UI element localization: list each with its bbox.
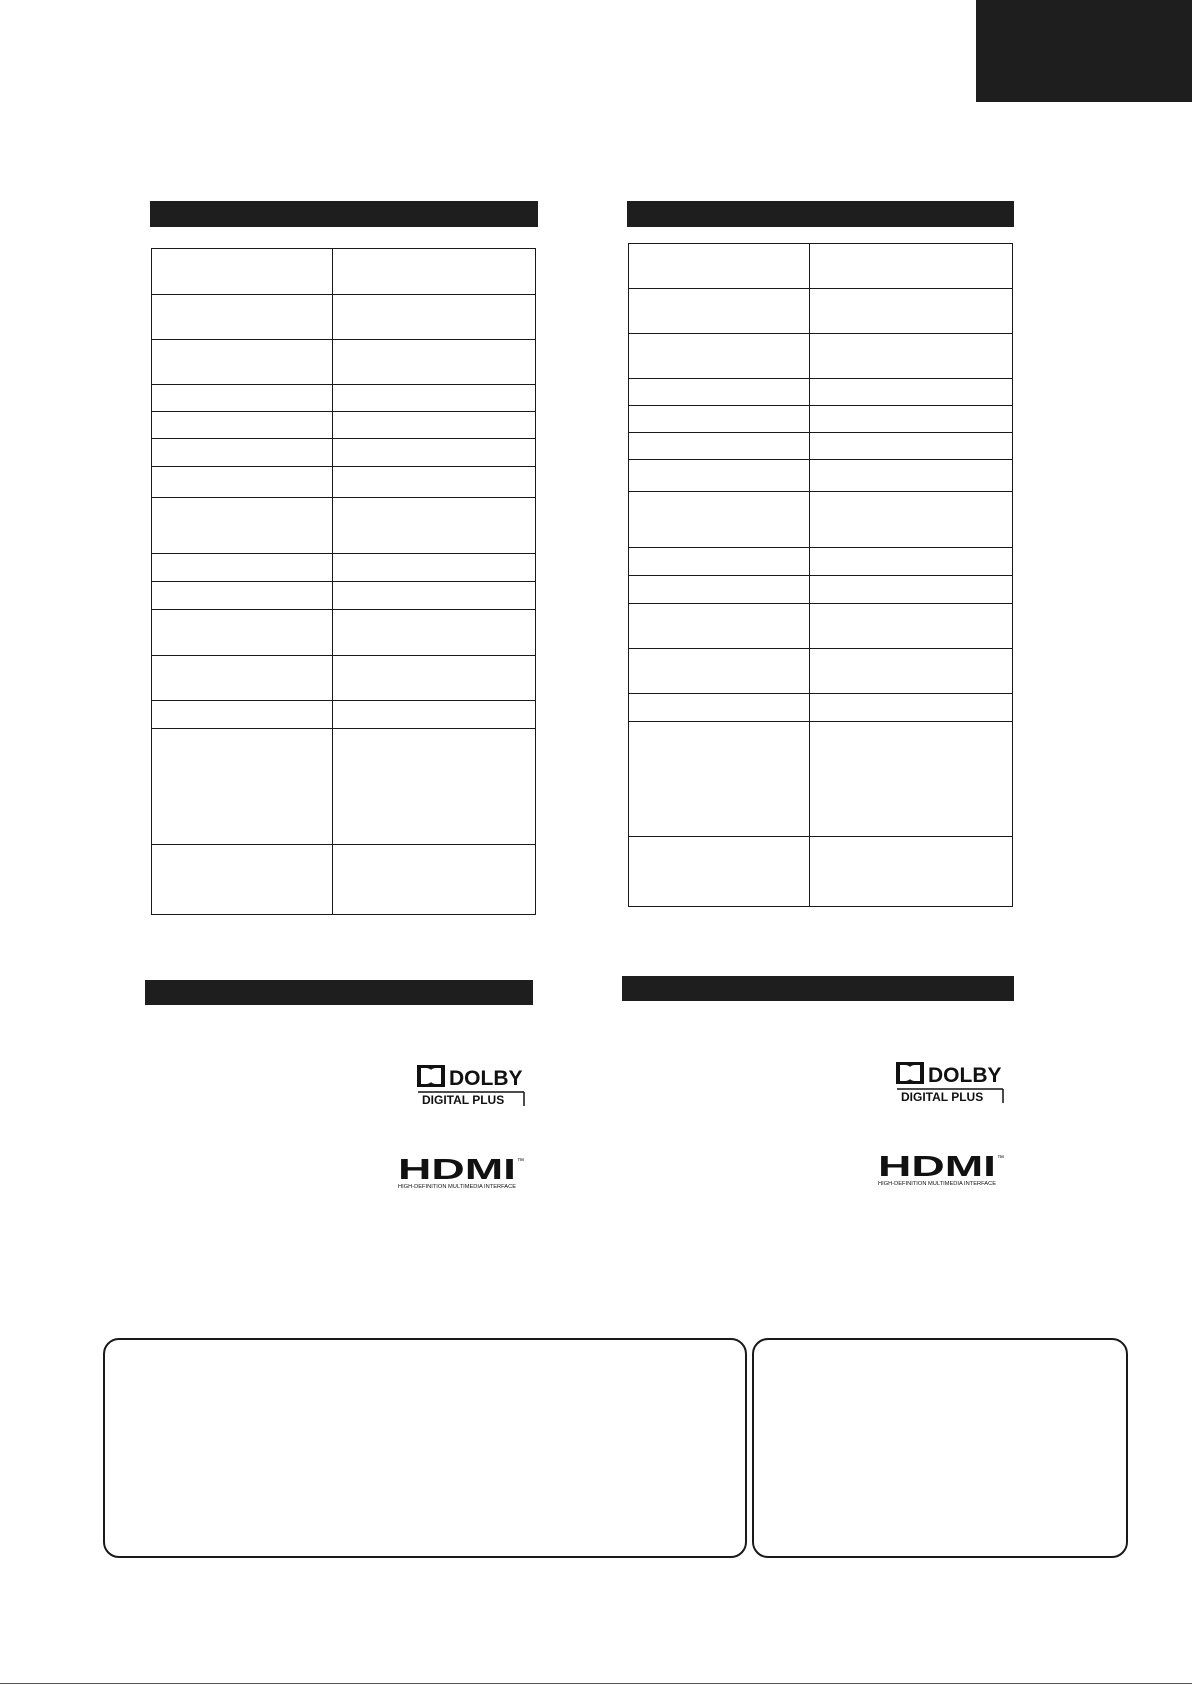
spec-table-row: [629, 460, 1013, 492]
spec-table-row: [152, 610, 536, 656]
spec-table-row: [152, 295, 536, 340]
spec-value-cell: [810, 722, 1013, 837]
spec-value-cell: [333, 498, 536, 554]
spec-label-cell: [629, 722, 810, 837]
spec-value-cell: [810, 548, 1013, 576]
spec-table-row: [152, 340, 536, 385]
spec-table-row: [629, 722, 1013, 837]
hdmi-trademark-symbol: ™: [997, 1155, 1004, 1162]
left-hdmi-logo: [397, 1155, 529, 1191]
spec-label-cell: [629, 379, 810, 406]
spec-value-cell: [333, 554, 536, 582]
spec-label-cell: [629, 604, 810, 649]
spec-table-row: [629, 548, 1013, 576]
spec-value-cell: [810, 433, 1013, 460]
spec-label-cell: [152, 729, 333, 845]
dolby-wordmark: DOLBY: [449, 1067, 523, 1090]
spec-label-cell: [629, 649, 810, 694]
left-spec-table: [151, 248, 536, 915]
spec-value-cell: [333, 656, 536, 701]
spec-label-cell: [152, 340, 333, 385]
spec-value-cell: [810, 837, 1013, 907]
spec-value-cell: [810, 492, 1013, 548]
spec-label-cell: [152, 467, 333, 498]
right-trademark-header-bar: [622, 976, 1014, 1001]
bottom-right-note-box: [752, 1338, 1128, 1558]
spec-table-row: [152, 582, 536, 610]
spec-value-cell: [810, 694, 1013, 722]
spec-table-row: [152, 729, 536, 845]
spec-label-cell: [152, 439, 333, 467]
right-spec-table: [628, 243, 1013, 907]
dolby-digital-plus-text: DIGITAL PLUS: [422, 1093, 505, 1107]
right-spec-header-bar: [627, 201, 1014, 227]
spec-label-cell: [629, 492, 810, 548]
spec-label-cell: [152, 412, 333, 439]
spec-label-cell: [629, 837, 810, 907]
spec-table-row: [152, 656, 536, 701]
spec-value-cell: [333, 385, 536, 412]
spec-value-cell: [810, 244, 1013, 289]
left-spec-table-body: [152, 249, 536, 915]
spec-value-cell: [333, 582, 536, 610]
left-spec-header-bar: [150, 201, 538, 227]
spec-value-cell: [333, 249, 536, 295]
spec-table-row: [152, 701, 536, 729]
spec-label-cell: [629, 694, 810, 722]
spec-table-row: [152, 412, 536, 439]
spec-value-cell: [810, 406, 1013, 433]
spec-table-row: [152, 467, 536, 498]
spec-label-cell: [629, 244, 810, 289]
spec-label-cell: [152, 385, 333, 412]
spec-value-cell: [333, 467, 536, 498]
spec-label-cell: [152, 498, 333, 554]
spec-label-cell: [152, 295, 333, 340]
spec-label-cell: [152, 656, 333, 701]
spec-value-cell: [810, 604, 1013, 649]
spec-label-cell: [152, 582, 333, 610]
spec-label-cell: [152, 554, 333, 582]
spec-table-row: [629, 492, 1013, 548]
spec-value-cell: [810, 379, 1013, 406]
page-bottom-rule: [0, 1683, 1192, 1684]
right-spec-table-body: [629, 244, 1013, 907]
spec-value-cell: [333, 340, 536, 385]
page-corner-tab: [976, 0, 1192, 102]
spec-value-cell: [810, 460, 1013, 492]
spec-value-cell: [333, 701, 536, 729]
spec-value-cell: [810, 334, 1013, 379]
spec-value-cell: [333, 412, 536, 439]
spec-label-cell: [152, 845, 333, 915]
spec-value-cell: [810, 649, 1013, 694]
spec-label-cell: [152, 249, 333, 295]
left-trademark-header-bar: [145, 980, 533, 1005]
spec-table-row: [629, 289, 1013, 334]
spec-table-row: [152, 439, 536, 467]
spec-value-cell: [333, 295, 536, 340]
spec-table-row: [629, 837, 1013, 907]
spec-value-cell: [810, 576, 1013, 604]
spec-table-row: [629, 694, 1013, 722]
spec-table-row: [629, 649, 1013, 694]
bottom-left-note-box: [103, 1338, 747, 1558]
dolby-digital-plus-text: DIGITAL PLUS: [901, 1090, 984, 1104]
dolby-wordmark: DOLBY: [928, 1064, 1002, 1087]
spec-table-row: [629, 334, 1013, 379]
spec-table-row: [152, 845, 536, 915]
spec-table-row: [629, 576, 1013, 604]
spec-label-cell: [629, 548, 810, 576]
hdmi-wordmark: HDMI: [878, 1152, 996, 1183]
right-dolby-logo: [895, 1060, 1007, 1104]
spec-label-cell: [152, 701, 333, 729]
hdmi-trademark-symbol: ™: [517, 1158, 524, 1165]
spec-label-cell: [629, 576, 810, 604]
spec-value-cell: [333, 729, 536, 845]
spec-table-row: [152, 554, 536, 582]
spec-table-row: [629, 244, 1013, 289]
spec-label-cell: [629, 334, 810, 379]
spec-label-cell: [629, 289, 810, 334]
spec-table-row: [152, 498, 536, 554]
spec-label-cell: [629, 460, 810, 492]
spec-value-cell: [333, 439, 536, 467]
spec-table-row: [152, 249, 536, 295]
spec-value-cell: [810, 289, 1013, 334]
spec-table-row: [629, 433, 1013, 460]
hdmi-wordmark: HDMI: [398, 1155, 516, 1186]
right-hdmi-logo: [877, 1152, 1009, 1188]
spec-label-cell: [629, 433, 810, 460]
left-dolby-logo: [416, 1063, 528, 1107]
hdmi-tagline: HIGH-DEFINITION MULTIMEDIA INTERFACE: [398, 1184, 517, 1190]
spec-table-row: [152, 385, 536, 412]
spec-value-cell: [333, 845, 536, 915]
spec-table-row: [629, 406, 1013, 433]
spec-label-cell: [629, 406, 810, 433]
spec-table-row: [629, 379, 1013, 406]
spec-value-cell: [333, 610, 536, 656]
spec-label-cell: [152, 610, 333, 656]
spec-table-row: [629, 604, 1013, 649]
hdmi-tagline: HIGH-DEFINITION MULTIMEDIA INTERFACE: [878, 1181, 997, 1187]
